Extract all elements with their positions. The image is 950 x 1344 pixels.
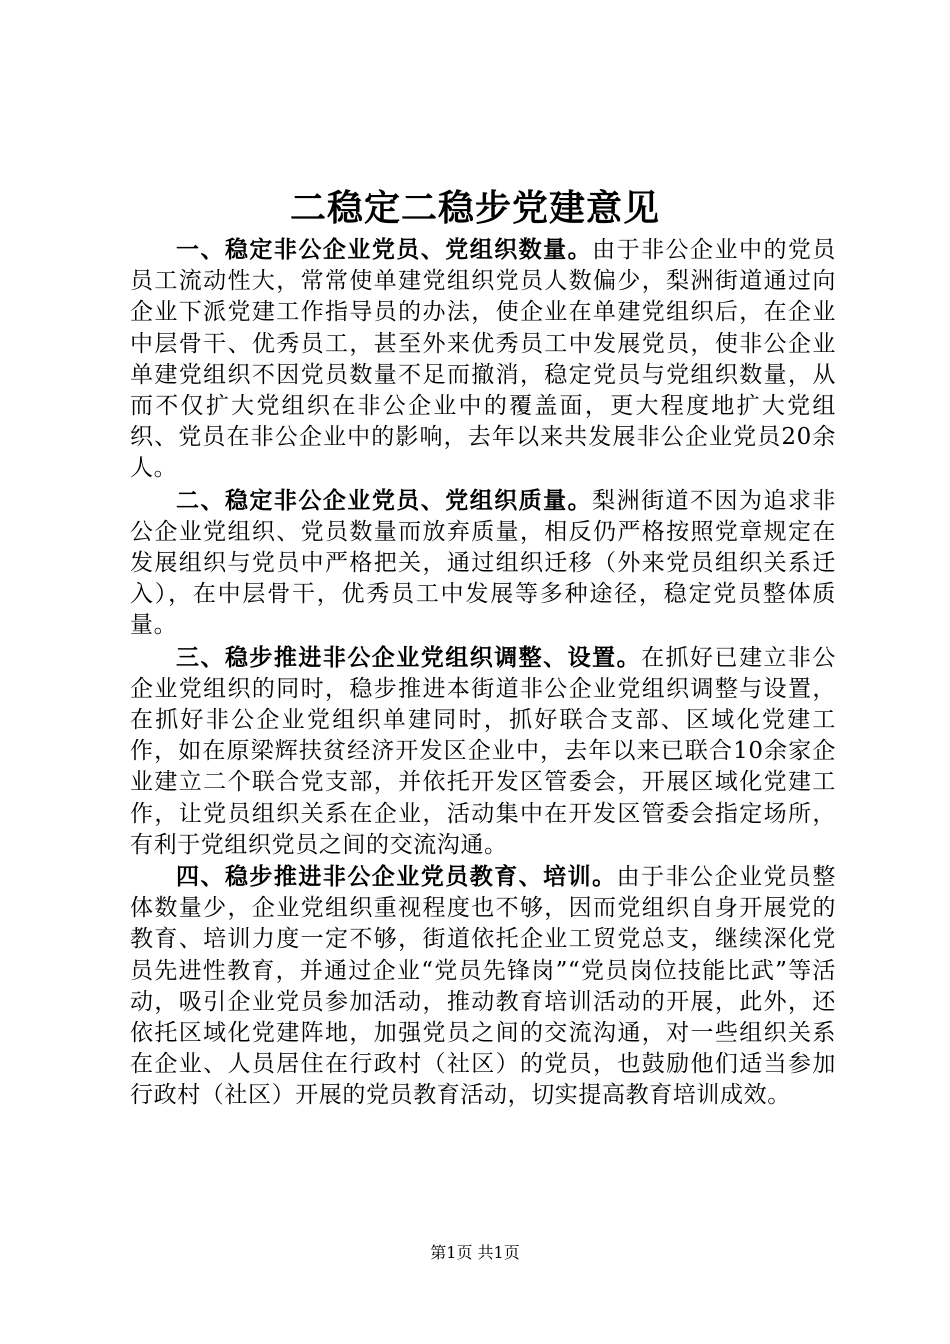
page-number-current: 第1页 xyxy=(430,1243,473,1262)
paragraph-2-heading: 二、稳定非公企业党员、党组织质量。 xyxy=(176,486,593,514)
paragraph-3 xyxy=(130,642,836,861)
paragraph-4-heading: 四、稳步推进非公企业党员教育、培训。 xyxy=(176,863,617,891)
paragraph-3-text: 在抓好已建立非公企业党组织的同时，稳步推进本街道非公企业党组织调整与设置，在抓好非公企业党组织单建同时，抓好联合支部、区域化党建工作，如在原梁辉扶贫经济开发区企业中，去年以来已联合10余家企业建立二个联合党支部，并依托开发区管委会，开展区域化党建工作，让党员组织关系在企业，活动集中在开发区管委会指定场所，有利于党组织党员之间的交流沟通。 xyxy=(130,644,836,858)
paragraph-4-text: 由于非公企业党员整体数量少，企业党组织重视程度也不够，因而党组织自身开展党的教育、培训力度一定不够，街道依托企业工贸党总支，继续深化党员先进性教育，并通过企业“党员先锋岗”“党员岗位技能比武”等活动，吸引企业党员参加活动，推动教育培训活动的开展，此外，还依托区域化党建阵地，加强党员之间的交流沟通，对一些组织关系在企业、人员居住在行政村（社区）的党员，也鼓励他们适当参加行政村（社区）开展的党员教育活动，切实提高教育培训成效。 xyxy=(130,864,836,1109)
paragraph-1 xyxy=(130,234,836,485)
paragraph-1-text: 由于非公企业中的党员员工流动性大，常常使单建党组织党员人数偏少，梨洲街道通过向企业下派党建工作指导员的办法，使企业在单建党组织后，在企业中层骨干、优秀员工，甚至外来优秀员工中发展党员，使非公企业单建党组织不因党员数量不足而撤消，稳定党员与党组织数量，从而不仅扩大党组织在非公企业中的覆盖面，更大程度地扩大党组织、党员在非公企业中的影响，去年以来共发展非公企业党员20余人。 xyxy=(130,237,837,482)
paragraph-2-text: 梨洲街道不因为追求非公企业党组织、党员数量而放弃质量，相反仍严格按照党章规定在发展组织与党员中严格把关，通过组织迁移（外来党员组织关系迁入），在中层骨干，优秀员工中发展等多种途径，稳定党员整体质量。 xyxy=(130,487,837,639)
paragraph-2 xyxy=(130,485,836,642)
document-title: 二稳定二稳步党建意见 xyxy=(289,187,660,229)
page-number-total: 共1页 xyxy=(477,1243,520,1262)
document-body xyxy=(130,234,836,1112)
paragraph-4 xyxy=(130,861,836,1112)
paragraph-1-heading: 一、稳定非公企业党员、党组织数量。 xyxy=(176,236,593,263)
page-footer xyxy=(0,1241,950,1265)
paragraph-3-heading: 三、稳步推进非公企业党组织调整、设置。 xyxy=(176,643,642,671)
